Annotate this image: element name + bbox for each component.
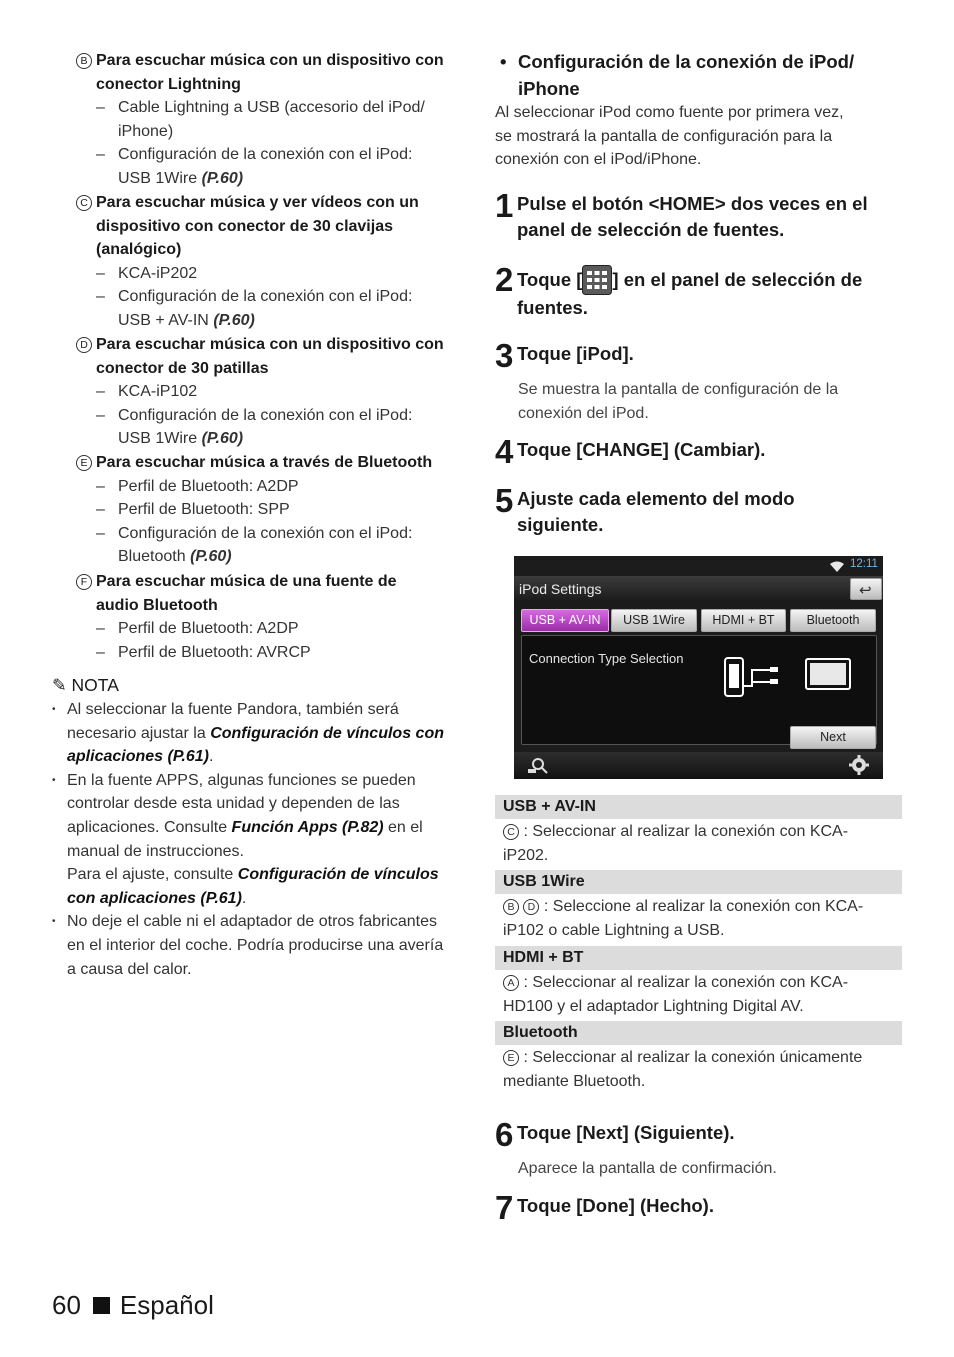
letter-e-badge: E [76,455,92,471]
page-ref[interactable]: (P.60) [213,311,255,329]
clock-display: 12:11 [850,558,878,570]
table-row: B D : Seleccione al realizar la conexión con KCA- iP102 o cable Lightning a USB. [503,898,864,939]
table-row: E : Seleccionar al realizar la conexión únicamente mediante Bluetooth. [503,1049,863,1090]
note-item: • No deje el cable ni el adaptador de otros fabricantes en el interior del coche. Podría producirse una avería a causa del calor. [52,913,444,978]
step-3: 3 Toque [iPod]. [495,337,634,374]
table-row-header: Bluetooth [495,1021,902,1045]
section-e: E Para escuchar música a través de Bluetooth – Perfil de Bluetooth: A2DP – Perfil de Bluetooth: SPP – Configuración de la conexión con el iPod: Bluetooth (P.60) [76,451,461,569]
wifi-icon [830,559,844,577]
back-arrow-icon: ↩ [859,582,872,599]
step-7: 7 Toque [Done] (Hecho). [495,1189,714,1226]
note-item: • Al seleccionar la fuente Pandora, también será necesario ajustar la Configuración de vínculos con aplicaciones (P.61). [52,701,444,766]
step-1: 1 Pulse el botón <HOME> dos veces en el panel de selección de fuentes. [495,187,868,240]
screen-bottom-bar [514,752,883,779]
section-heading: • Configuración de la conexión de iPod/ iPhone [500,51,855,99]
step-5: 5 Ajuste cada elemento del modo siguiente. [495,482,795,535]
step-6-desc: Aparece la pantalla de confirmación. [518,1160,777,1177]
search-icon[interactable] [516,753,562,777]
section-d: D Para escuchar música con un dispositivo con conector de 30 patillas – KCA-iP102 – Configuración de la conexión con el iPod: USB 1Wire (P.60) [76,333,461,451]
page-ref[interactable]: (P.60) [190,548,232,566]
letter-d-badge: D [76,337,92,353]
letter-c-badge: C [76,195,92,211]
note-heading: ✎ NOTA [52,675,119,695]
page-ref[interactable]: (P.60) [201,169,244,187]
back-button[interactable] [850,578,882,600]
page-footer [52,1290,214,1321]
letter-b-badge: B [76,53,92,69]
tab-bluetooth[interactable]: Bluetooth [790,609,876,632]
footer-language: Español [119,1290,214,1320]
grid-icon[interactable] [582,265,612,295]
page-ref[interactable]: (P.60) [201,430,244,448]
tab-usb-av-in[interactable]: USB + AV-IN [521,609,609,632]
square-marker-icon [93,1297,110,1314]
connection-type-label: Connection Type Selection [529,651,684,666]
ipod-settings-screen [514,556,883,779]
section-f: F Para escuchar música de una fuente de audio Bluetooth – Perfil de Bluetooth: A2DP – Perfil de Bluetooth: AVRCP [76,570,461,664]
section-c: C Para escuchar música y ver vídeos con un dispositivo con conector de 30 clavijas (analógico) – KCA-iP202 – Configuración de la conexión con el iPod: USB + AV-IN (P.60) [76,191,461,333]
tab-hdmi-bt[interactable]: HDMI + BT [701,609,786,632]
tab-usb-1wire[interactable]: USB 1Wire [611,609,697,632]
screen-title-bar [514,576,883,602]
intro-text: Al seleccionar iPod como fuente por primera vez, se mostrará la pantalla de configuración para la conexión con el iPod/iPhone. [495,104,844,169]
pencil-icon: ✎ [52,675,67,695]
table-row-header: USB 1Wire [495,870,902,894]
step-4: 4 Toque [CHANGE] (Cambiar). [495,433,766,470]
table-row: A : Seleccionar al realizar la conexión con KCA- HD100 y el adaptador Lightning Digital AV. [503,974,849,1015]
step-3-desc: Se muestra la pantalla de configuración de la conexión del iPod. [518,381,839,422]
step-2: 2 Toque [ ] en el panel de selección de fuentes. [495,261,863,318]
section-b: B Para escuchar música con un dispositivo con conector Lightning – Cable Lightning a USB (accesorio del iPod/ iPhone) – Configuración de la conexión con el iPod: USB 1Wire (P.60) [76,49,461,191]
connection-diagram-icon [722,656,862,701]
note-item: • En la fuente APPS, algunas funciones se pueden controlar desde esta unidad y dependen de las aplicaciones. Consulte Función Apps (P.82) en el manual de instrucciones. Para el ajuste, consulte Configuración de vínculos con aplicaciones (P.61). [52,771,439,907]
table-row-header: HDMI + BT [495,946,902,970]
step-6: 6 Toque [Next] (Siguiente). [495,1116,735,1153]
gear-icon[interactable] [834,753,880,777]
table-row: C : Seleccionar al realizar la conexión con KCA- iP202. [503,823,849,864]
page-number: 60 [52,1290,81,1320]
screen-title: iPod Settings [519,581,602,597]
table-row-header: USB + AV-IN [495,795,902,819]
next-button[interactable]: Next [790,726,876,749]
note-list [52,698,464,981]
letter-f-badge: F [76,574,92,590]
